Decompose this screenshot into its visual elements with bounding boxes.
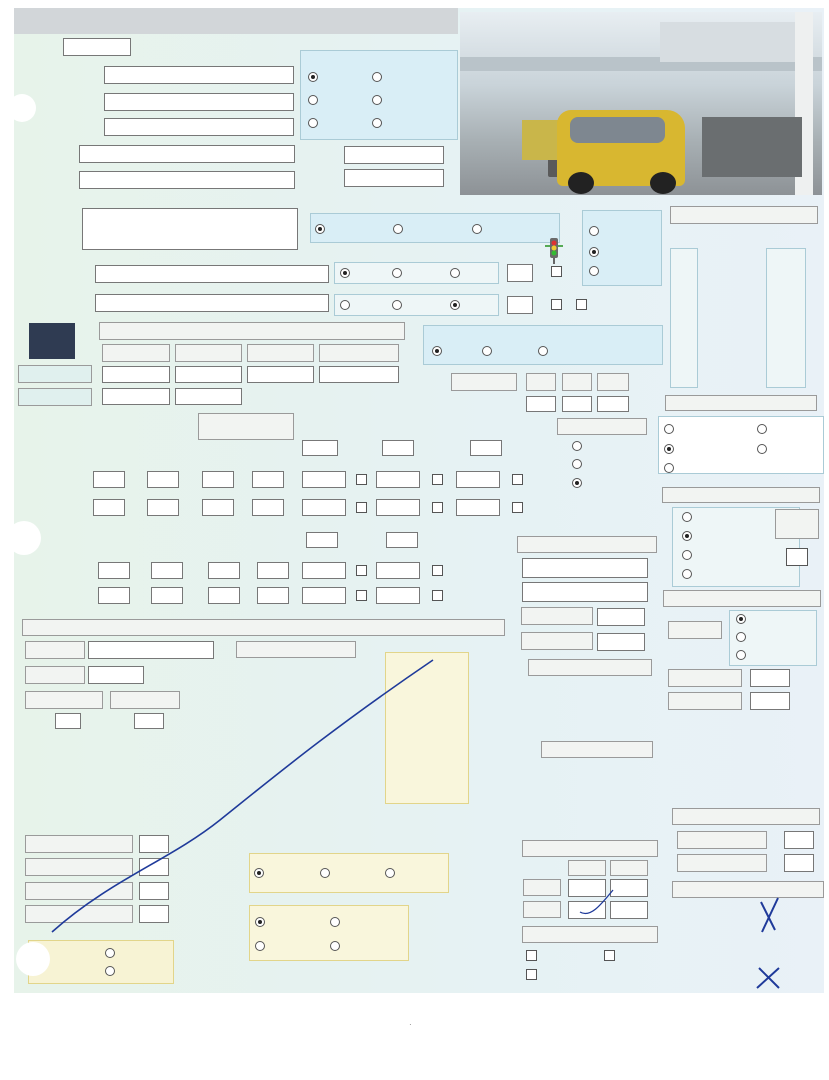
footer-dot: · (409, 1020, 412, 1029)
